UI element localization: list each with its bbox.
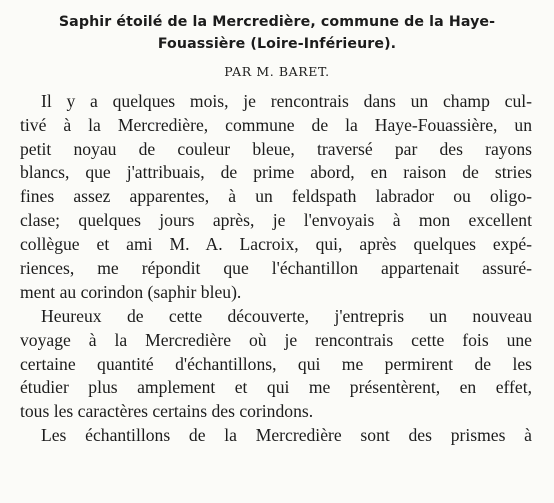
article-title-line-1: Saphir étoilé de la Mercredière, commune de la Haye- (58, 14, 496, 30)
text-line: riences, me répondit que l'échantillon appartenait assuré- (20, 258, 532, 278)
text-line: Les échantillons de la Mercredière sont des prismes à (41, 425, 532, 445)
text-line: étudier plus amplement et qui me présentèrent, en effet, (20, 377, 532, 397)
article-author: PAR M. BARET. (224, 64, 330, 79)
text-line: certaine quantité d'échantillons, qui me permirent de les (20, 354, 532, 374)
text-line: tivé à la Mercredière, commune de la Haye-Fouassière, un (20, 115, 532, 135)
text-line: Il y a quelques mois, je rencontrais dans un champ cul- (41, 91, 532, 111)
text-line: petit noyau de couleur bleue, traversé par des rayons (20, 139, 532, 159)
text-line: Heureux de cette découverte, j'entrepris un nouveau (41, 306, 532, 326)
text-line: collègue et ami M. A. Lacroix, qui, après quelques expé- (20, 234, 532, 254)
text-line: tous les caractères certains des corindons. (20, 401, 314, 421)
text-line: voyage à la Mercredière où je rencontrais cette fois une (20, 330, 532, 350)
text-line: ment au corindon (saphir bleu). (20, 282, 242, 302)
article-title-line-2: Fouassière (Loire-Inférieure). (157, 36, 397, 52)
text-line: blancs, que j'attribuais, de prime abord, en raison de stries (20, 162, 532, 182)
text-line: fines assez apparentes, à un feldspath labrador ou oligo- (20, 186, 532, 206)
text-line: clase; quelques jours après, je l'envoyais à mon excellent (20, 210, 532, 230)
